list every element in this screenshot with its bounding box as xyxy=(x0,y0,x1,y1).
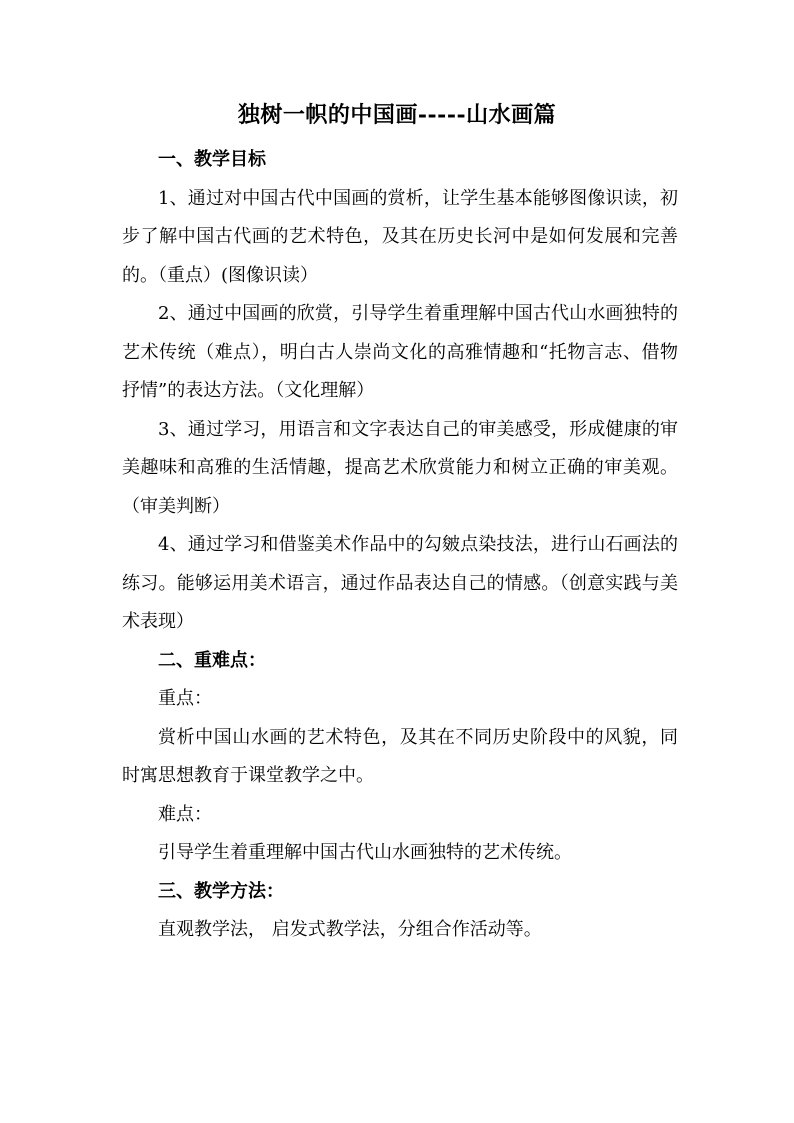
document-body xyxy=(122,141,678,950)
key-point-text: 赏析中国山水画的艺术特色，及其在不同历史阶段中的风貌，同时寓思想教育于课堂教学之中。 xyxy=(122,726,678,786)
objective-paragraph-3: 3、通过学习，用语言和文字表达自己的审美感受，形成健康的审美趣味和高雅的生活情趣，提高艺术欣赏能力和树立正确的审美观。（审美判断） xyxy=(122,418,678,517)
section-heading-objectives: 一、教学目标 xyxy=(158,149,266,170)
objective-paragraph-1: 1、通过对中国古代中国画的赏析，让学生基本能够图像识读，初步了解中国古代画的艺术特色，及其在历史长河中是如何发展和完善的。（重点）(图像识读） xyxy=(122,187,678,286)
section-heading-methods: 三、教学方法： xyxy=(158,880,284,902)
difficulty-label: 难点： xyxy=(158,803,212,825)
objective-paragraph-2: 2、通过中国画的欣赏，引导学生着重理解中国古代山水画独特的艺术传统（难点），明白古人崇尚文化的高雅情趣和“托物言志、借物抒情”的表达方法。（文化理解） xyxy=(122,303,678,401)
difficulty-text: 引导学生着重理解中国古代山水画独特的艺术传统。 xyxy=(158,842,572,863)
section-heading-key-points: 二、重难点： xyxy=(158,649,266,671)
document-title: 独树一帜的中国画-----山水画篇 xyxy=(237,102,557,128)
methods-text: 直观教学法， 启发式教学法，分组合作活动等。 xyxy=(158,919,542,940)
objective-paragraph-4: 4、通过学习和借鉴美术作品中的勾皴点染技法，进行山石画法的练习。能够运用美术语言，通过作品表达自己的情感。（创意实践与美术表现） xyxy=(122,534,678,632)
key-point-label: 重点： xyxy=(158,688,212,709)
